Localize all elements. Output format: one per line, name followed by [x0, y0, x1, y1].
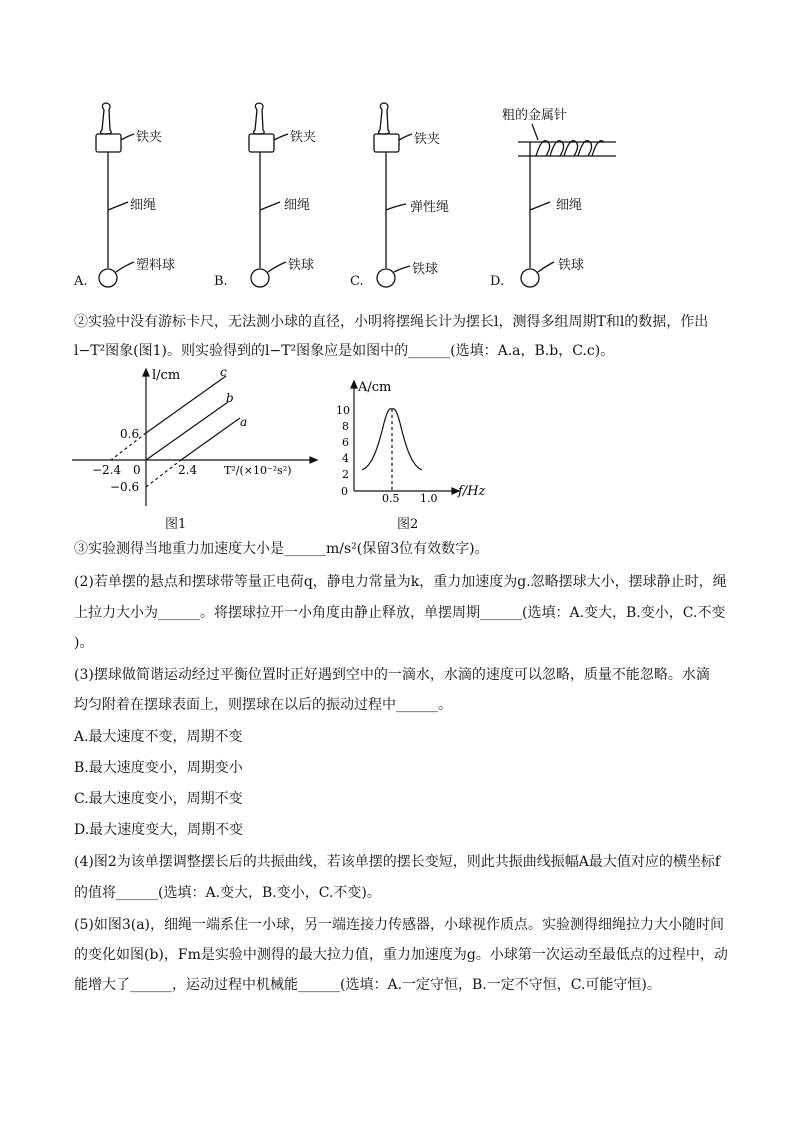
fig2-y-label: A/cm	[358, 380, 392, 395]
p3-line1: (3)摆球做简谐运动经过平衡位置时正好遇到空中的一滴水，水滴的速度可以忽略，质量不能忽略。水滴	[74, 667, 710, 683]
fig1-y-neg-tick: −0.6	[110, 480, 140, 494]
fig1-caption: 图1	[165, 517, 187, 532]
fig2-caption: 图2	[397, 517, 419, 532]
label-a-ball: 塑料球	[136, 258, 176, 273]
fig1-y-label: l/cm	[152, 368, 181, 383]
p4-line1: (4)图2为该单摆调整摆长后的共振曲线，若该单摆的摆长变短，则此共振曲线振幅A最大值对应的横坐标f	[74, 854, 721, 870]
label-d-needle: 粗的金属针	[502, 108, 568, 123]
p3-option-d: D.最大速度变大，周期不变	[74, 822, 244, 838]
label-a-rope: 细绳	[130, 198, 157, 213]
fig2-y-tick-4: 4	[342, 452, 349, 465]
fig2-x-tick-05: 0.5	[382, 492, 400, 504]
fig2-x-tick-10: 1.0	[420, 492, 438, 504]
p2-line3: )。	[74, 635, 94, 651]
fig1-a-extension	[146, 460, 181, 487]
label-c-rope: 弹性绳	[410, 200, 450, 215]
label-c-letter: C.	[350, 274, 364, 289]
fig1-line-b	[146, 402, 228, 460]
fig1-y-pos-tick: 0.6	[120, 427, 140, 441]
fig1-b-label: b	[226, 391, 234, 405]
fig1-x-neg-tick: −2.4	[92, 463, 122, 477]
fig1-chart	[70, 366, 320, 512]
q3-line: ③实验测得当地重力加速度大小是______m/s²(保留3位有效数字)。	[74, 541, 489, 557]
fig2-y-tick-6: 6	[342, 436, 349, 449]
fig2-y-tick-8: 8	[342, 420, 349, 433]
label-b-ball: 铁球	[288, 258, 315, 273]
p5-line2: 的变化如图(b)，Fm是实验中测得的最大拉力值，重力加速度为g。小球第一次运动至最低点的过程中，动	[74, 947, 728, 963]
fig1-a-label: a	[240, 415, 248, 429]
label-a-letter: A.	[74, 274, 88, 289]
fig2-origin: 0	[341, 485, 348, 498]
fig2-x-label: f/Hz	[458, 484, 486, 499]
fig1-line-c	[146, 376, 226, 433]
fig1-x-label: T²/(×10⁻²s²)	[224, 464, 292, 477]
label-d-letter: D.	[490, 274, 505, 289]
p2-line1: (2)若单摆的悬点和摆球带等量正电荷q，静电力常量为k，重力加速度为g.忽略摆球大小，摆球静止时，绳	[74, 574, 727, 590]
p3-option-a: A.最大速度不变，周期不变	[74, 729, 243, 745]
fig1-line-a	[181, 418, 240, 460]
label-b-clamp: 铁夹	[290, 130, 317, 145]
label-d-ball: 铁球	[558, 258, 585, 273]
p3-option-c: C.最大速度变小，周期不变	[74, 791, 243, 807]
p2-line2: 上拉力大小为______。将摆球拉开一小角度由静止释放，单摆周期______(选填：A.变大，B.变小，C.不变	[74, 605, 726, 621]
label-b-letter: B.	[214, 274, 228, 289]
fig1-origin: 0	[133, 463, 141, 477]
q2-line1: ②实验中没有游标卡尺，无法测小球的直径，小明将摆绳长计为摆长l，测得多组周期T和l的数据，作出	[74, 314, 709, 330]
fig2-y-tick-10: 10	[336, 404, 350, 417]
label-d-rope: 细绳	[556, 198, 583, 213]
fig1-x-pos-tick: 2.4	[178, 463, 198, 477]
label-b-rope: 细绳	[284, 198, 311, 213]
p4-line2: 的值将______(选填：A.变大，B.变小，C.不变)。	[74, 885, 381, 901]
fig2-chart	[336, 378, 496, 504]
p3-option-b: B.最大速度变小，周期变小	[74, 760, 243, 776]
p3-line2: 均匀附着在摆球表面上，则摆球在以后的振动过程中______。	[74, 697, 452, 713]
p5-line3: 能增大了______，运动过程中机械能______(选填：A.一定守恒，B.一定不守恒，C.可能守恒)。	[74, 977, 661, 993]
label-a-clamp: 铁夹	[136, 130, 163, 145]
p5-line1: (5)如图3(a)，细绳一端系住一小球，另一端连接力传感器，小球视作质点。实验测得细绳拉力大小随时间	[74, 917, 725, 933]
label-c-ball: 铁球	[412, 262, 439, 277]
q2-line2: l−T²图象(图1)。则实验得到的l−T²图象应是如图中的______(选填：A.a，B.b，C.c)。	[74, 343, 615, 359]
fig2-y-tick-2: 2	[342, 468, 349, 481]
label-c-clamp: 铁夹	[414, 132, 441, 147]
fig1-c-label: c	[220, 366, 227, 379]
